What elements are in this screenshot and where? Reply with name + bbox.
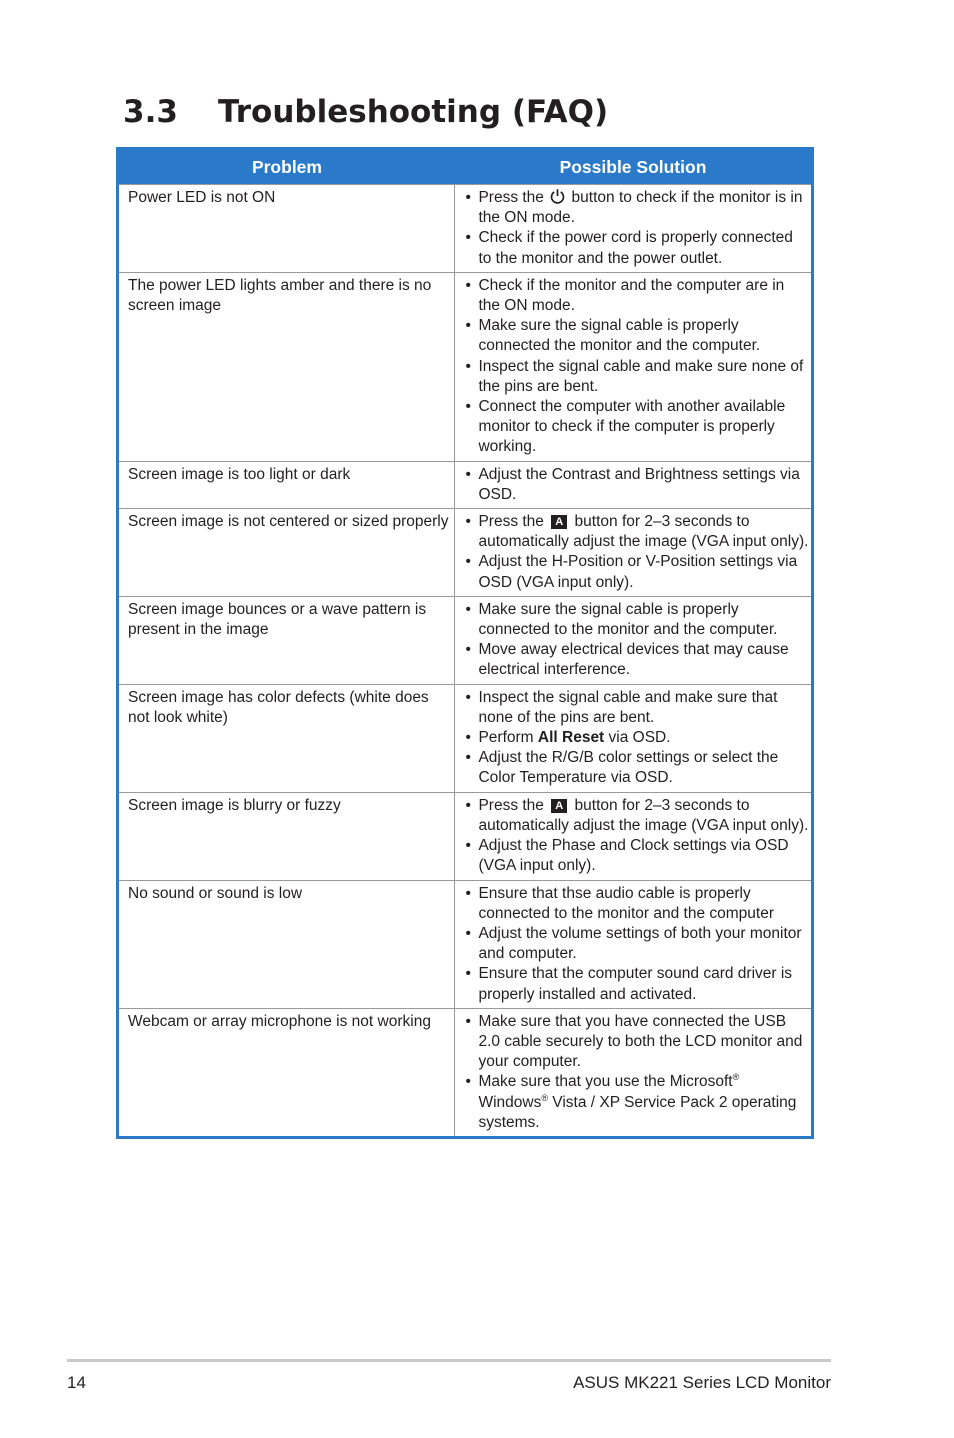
solution-list bbox=[463, 600, 809, 681]
section-heading bbox=[123, 92, 608, 132]
section-title: Troubleshooting (FAQ) bbox=[218, 94, 609, 130]
problem-cell: Screen image bounces or a wave pattern is present in the image bbox=[118, 596, 455, 684]
table-row bbox=[118, 1008, 813, 1137]
problem-cell: Screen image is too light or dark bbox=[118, 461, 455, 508]
solution-cell bbox=[455, 461, 813, 508]
table-row bbox=[118, 792, 813, 880]
list-item: • Connect the computer with another available monitor to check if the computer is properly working. bbox=[463, 397, 809, 458]
solution-list bbox=[463, 688, 809, 789]
registered-mark: ® bbox=[732, 1072, 740, 1083]
power-icon bbox=[549, 188, 566, 205]
solution-list bbox=[463, 884, 809, 1005]
list-item: • Ensure that the computer sound card driver is properly installed and activated. bbox=[463, 964, 809, 1004]
all-reset-label: All Reset bbox=[537, 729, 605, 747]
list-item: • Inspect the signal cable and make sure none of the pins are bent. bbox=[463, 357, 809, 397]
section-number: 3.3 bbox=[123, 94, 178, 130]
list-item: • Make sure the signal cable is properly connected the monitor and the computer. bbox=[463, 316, 809, 356]
list-item: • Press the button to check if the monitor is in the ON mode. bbox=[463, 188, 809, 228]
solution-list bbox=[463, 1012, 809, 1133]
problem-column-header: Problem bbox=[118, 149, 455, 185]
problem-cell: Screen image is blurry or fuzzy bbox=[118, 792, 455, 880]
list-item: • Make sure that you have connected the USB 2.0 cable securely to both the LCD monitor and your computer. bbox=[463, 1012, 809, 1073]
table-row bbox=[118, 880, 813, 1008]
table-header-row bbox=[118, 149, 813, 185]
solution-cell bbox=[455, 1008, 813, 1137]
document-title: ASUS MK221 Series LCD Monitor bbox=[573, 1373, 831, 1392]
problem-cell: Webcam or array microphone is not working bbox=[118, 1008, 455, 1137]
list-item: • Ensure that thse audio cable is properly connected to the monitor and the computer bbox=[463, 884, 809, 924]
list-item: • Adjust the H-Position or V-Position settings via OSD (VGA input only). bbox=[463, 552, 809, 592]
table-row bbox=[118, 272, 813, 461]
solution-cell bbox=[455, 684, 813, 792]
list-item: • Adjust the R/G/B color settings or select the Color Temperature via OSD. bbox=[463, 748, 809, 788]
list-item: • Press the A button for 2–3 seconds to automatically adjust the image (VGA input only). bbox=[463, 512, 809, 552]
table-row bbox=[118, 461, 813, 508]
problem-cell: Power LED is not ON bbox=[118, 185, 455, 273]
problem-cell: The power LED lights amber and there is no screen image bbox=[118, 272, 455, 461]
problem-cell: Screen image is not centered or sized properly bbox=[118, 509, 455, 597]
list-item: • Adjust the volume settings of both your monitor and computer. bbox=[463, 924, 809, 964]
problem-cell: Screen image has color defects (white does not look white) bbox=[118, 684, 455, 792]
solution-cell bbox=[455, 509, 813, 597]
list-item: • Adjust the Phase and Clock settings via OSD (VGA input only). bbox=[463, 836, 809, 876]
auto-adjust-icon: A bbox=[551, 799, 567, 813]
solution-cell bbox=[455, 272, 813, 461]
solution-list bbox=[463, 465, 809, 505]
solution-list bbox=[463, 188, 809, 269]
solution-column-header: Possible Solution bbox=[455, 149, 813, 185]
list-item: • Make sure the signal cable is properly connected to the monitor and the computer. bbox=[463, 600, 809, 640]
problem-cell: No sound or sound is low bbox=[118, 880, 455, 1008]
table-row bbox=[118, 596, 813, 684]
solution-cell bbox=[455, 880, 813, 1008]
solution-cell bbox=[455, 185, 813, 273]
list-item: • Check if the power cord is properly connected to the monitor and the power outlet. bbox=[463, 228, 809, 268]
solution-list bbox=[463, 276, 809, 458]
list-item: • Press the A button for 2–3 seconds to automatically adjust the image (VGA input only). bbox=[463, 796, 809, 836]
auto-adjust-icon: A bbox=[551, 515, 567, 529]
table-row bbox=[118, 509, 813, 597]
solution-cell bbox=[455, 792, 813, 880]
list-item: • Adjust the Contrast and Brightness settings via OSD. bbox=[463, 465, 809, 505]
table-row bbox=[118, 684, 813, 792]
solution-cell bbox=[455, 596, 813, 684]
list-item: • Check if the monitor and the computer are in the ON mode. bbox=[463, 276, 809, 316]
registered-mark: ® bbox=[541, 1092, 548, 1103]
solution-list bbox=[463, 796, 809, 877]
footer-divider bbox=[67, 1359, 831, 1362]
list-item: • Inspect the signal cable and make sure that none of the pins are bent. bbox=[463, 688, 809, 728]
page-number: 14 bbox=[67, 1373, 86, 1392]
list-item: • Move away electrical devices that may cause electrical interference. bbox=[463, 640, 809, 680]
table-row bbox=[118, 185, 813, 273]
list-item: • Make sure that you use the Microsoft® Windows® Vista / XP Service Pack 2 operating systems. bbox=[463, 1072, 809, 1133]
list-item: • Perform All Reset via OSD. bbox=[463, 728, 809, 748]
faq-table bbox=[116, 147, 814, 1139]
solution-list bbox=[463, 512, 809, 593]
